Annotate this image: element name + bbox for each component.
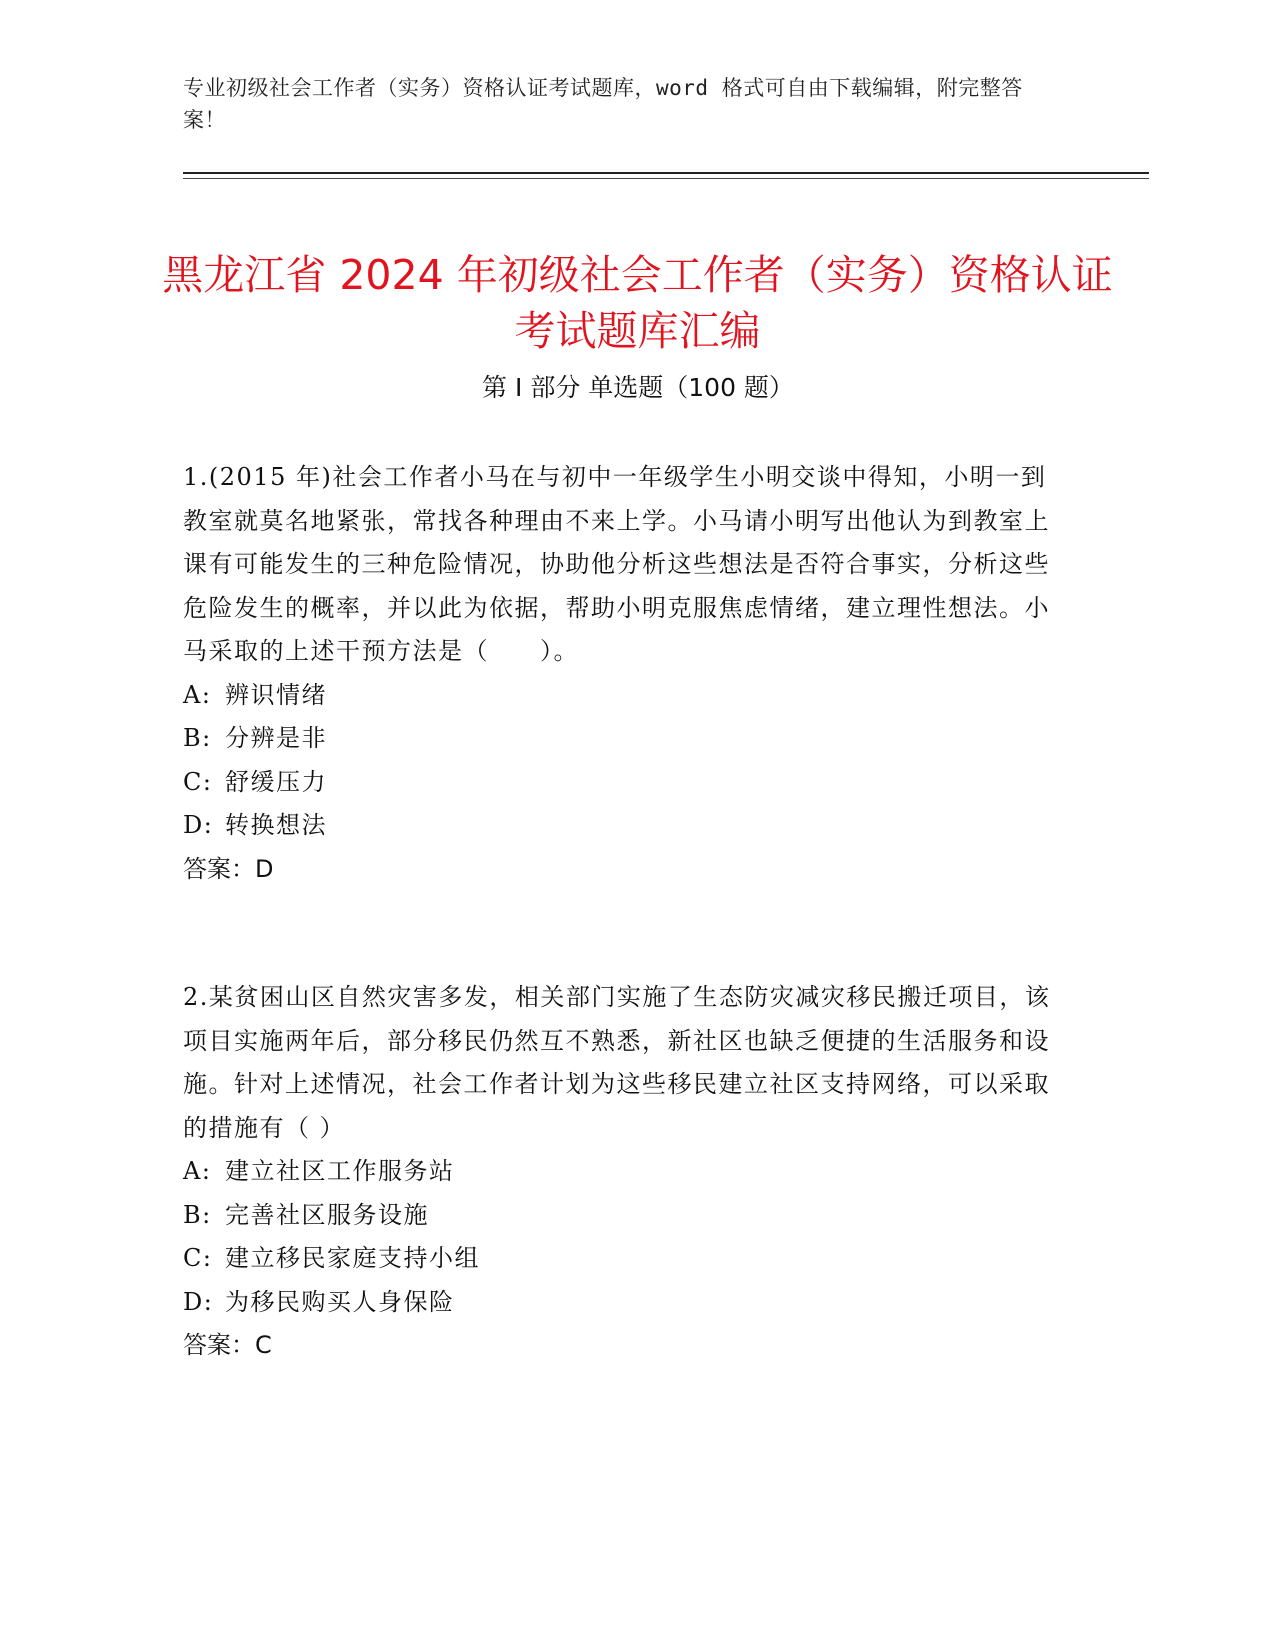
question-stem: 2.某贫困山区自然灾害多发，相关部门实施了生态防灾减灾移民搬迁项目，该项目实施两年后，部分移民仍然互不熟悉，新社区也缺乏便捷的生活服务和设施。针对上述情况，社会工作者计划为这些移民建立社区支持网络，可以采取的措施有（ ） [183,983,1051,1142]
option-text: 辨识情绪 [225,680,327,709]
option-text: 为移民购买人身保险 [225,1287,455,1316]
header-divider-thick [183,172,1149,174]
option-text: 建立社区工作服务站 [225,1157,455,1185]
answer-line: 答案：C [183,1331,272,1359]
option-key: A: [183,680,212,709]
question-item [183,976,1053,1368]
option-b [183,717,1053,761]
option-key: B: [183,724,212,752]
option-d [183,1281,1053,1325]
option-text: 完善社区服务设施 [225,1200,429,1229]
option-c [183,1237,1053,1281]
question-item [183,456,1053,891]
option-key: C: [183,1244,213,1272]
option-text: 舒缓压力 [225,767,327,796]
option-key: B: [183,1200,212,1229]
option-a [183,1150,1053,1194]
option-d [183,804,1053,848]
option-a [183,674,1053,718]
option-c [183,761,1053,805]
header-note: 专业初级社会工作者（实务）资格认证考试题库，word 格式可自由下载编辑，附完整答案！ [183,76,1023,132]
option-text: 分辨是非 [225,724,327,752]
option-text: 建立移民家庭支持小组 [225,1244,480,1272]
question-stem: 1.(2015 年)社会工作者小马在与初中一年级学生小明交谈中得知，小明一到教室就莫名地紧张，常找各种理由不来上学。小马请小明写出他认为到教室上课有可能发生的三种危险情况，协助他分析这些想法是否符合事实，分析这些危险发生的概率，并以此为依据，帮助小明克服焦虑情绪，建立理性想法。小马采取的上述干预方法是（ ）。 [183,463,1050,665]
option-key: C: [183,767,213,796]
section-title: 第 I 部分 单选题（100 题） [482,373,794,402]
header-divider-thin [183,178,1149,179]
option-key: D: [183,1287,214,1316]
option-text: 转换想法 [225,811,327,839]
option-key: D: [183,811,214,839]
document-title: 黑龙江省 2024 年初级社会工作者（实务）资格认证考试题库汇编 [162,251,1113,356]
answer-line: 答案：D [183,854,274,883]
option-key: A: [183,1157,212,1185]
option-b [183,1194,1053,1238]
